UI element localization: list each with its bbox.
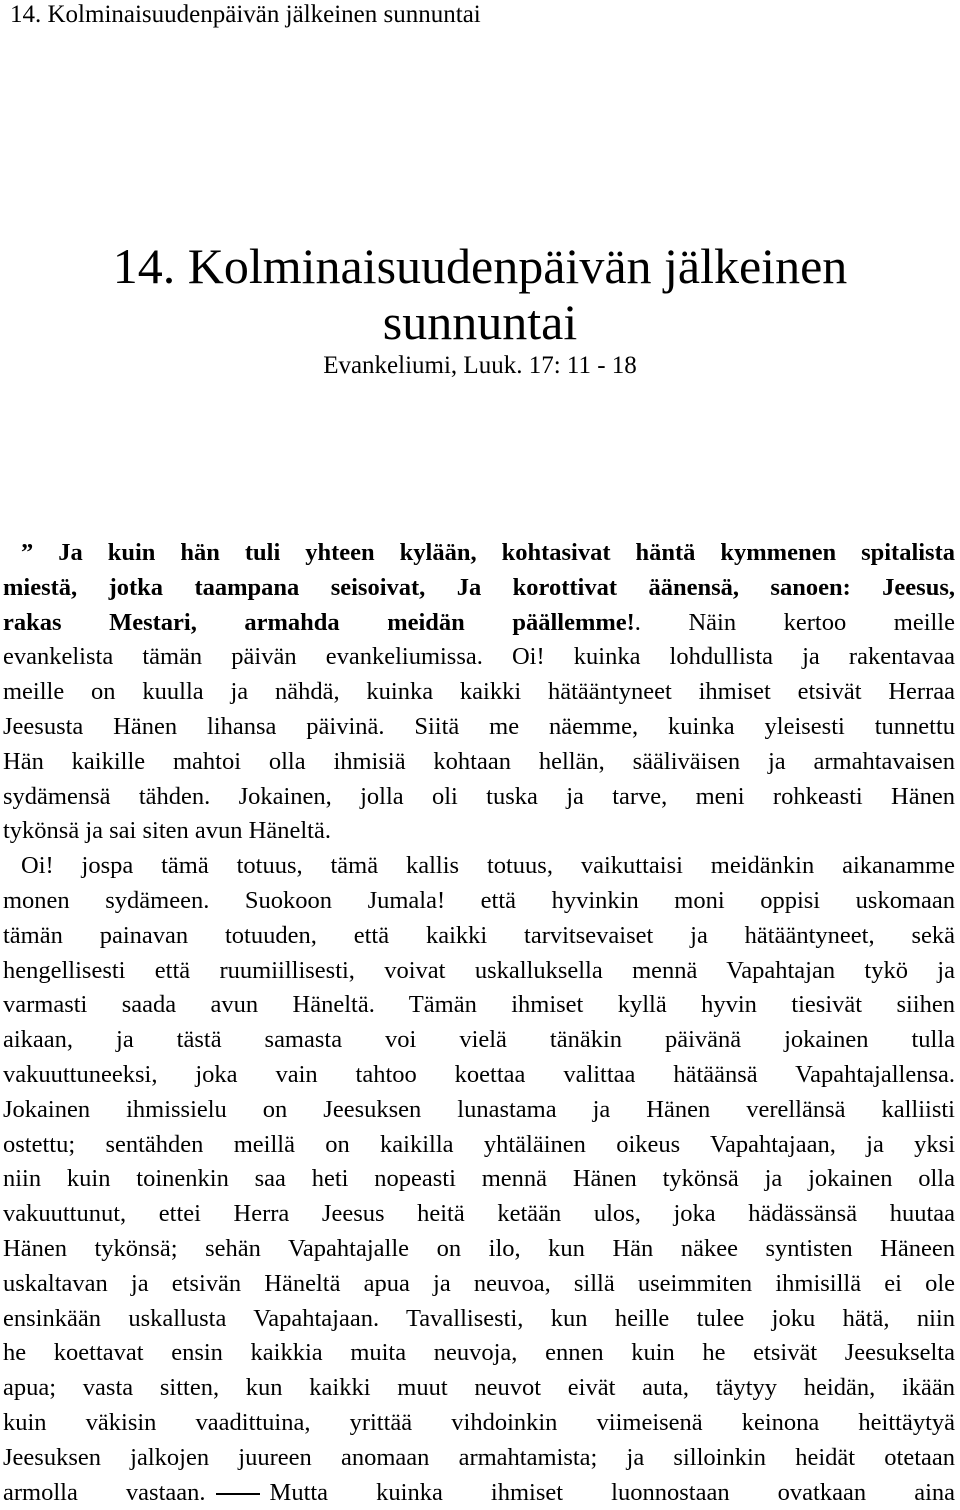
text-line: meille on kuulla ja nähdä, kuinka kaikki hätääntyneet ihmiset etsivät Herraa — [3, 678, 955, 706]
text-line: Jeesusta Hänen lihansa päivinä. Siitä me näemme, kuinka yleisesti tunnettu — [3, 712, 955, 740]
text-line: hengellisesti että ruumiillisesti, voivat uskalluksella mennä Vapahtajan tykö ja — [3, 956, 955, 984]
text-line: ensinkään uskallusta Vapahtajaan. Tavallisesti, kun heille tulee joku hätä, niin — [3, 1304, 955, 1332]
text-line: Jokainen ihmissielu on Jeesuksen lunastama ja Hänen verellänsä kalliisti — [3, 1095, 955, 1123]
quote-end: rakas Mestari, armahda meidän päällemme! — [3, 608, 635, 636]
text-line: Hän kaikille mahtoi olla ihmisiä kohtaan hellän, sääliväisen ja armahtavaisen — [3, 747, 955, 775]
text-line: monen sydämeen. Suokoon Jumala! että hyvinkin moni oppisi uskomaan — [3, 886, 955, 914]
chapter-title-block — [0, 238, 960, 382]
text-line: Hänen tykönsä; sehän Vapahtajalle on ilo, kun Hän näkee syntisten Häneen — [3, 1234, 955, 1262]
text-line: tykönsä ja sai siten avun Häneltä. — [3, 817, 331, 845]
text-line: he koettavat ensin kaikkia muita neuvoja, ennen kuin he etsivät Jeesukselta — [3, 1339, 955, 1367]
text-line: apua; vasta sitten, kun kaikki muut neuvot eivät auta, täytyy heidän, ikään — [3, 1374, 955, 1402]
text-line: armolla vastaan. Mutta kuinka ihmiset luonnostaan ovatkaan aina — [3, 1478, 955, 1506]
text-line: evankelista tämän päivän evankeliumissa. Oi! kuinka lohdullista ja rakentavaa — [3, 643, 955, 671]
text-line: Oi! jospa tämä totuus, tämä kallis totuus, vaikuttaisi meidänkin aikanamme — [21, 852, 955, 880]
chapter-title-line-2: sunnuntai — [382, 294, 578, 350]
text-line: miestä, jotka taampana seisoivat, Ja korottivat äänensä, sanoen: Jeesus, — [3, 573, 955, 601]
text-line: sydämensä tähden. Jokainen, jolla oli tuska ja tarve, meni rohkeasti Hänen — [3, 782, 955, 810]
chapter-title-line-1: 14. Kolminaisuudenpäivän jälkeinen — [112, 238, 848, 294]
text-line: uskaltavan ja etsivän Häneltä apua ja neuvoa, sillä useimmiten ihmisillä ei ole — [3, 1269, 955, 1297]
text-line: kuin väkisin vaadittuina, yrittää vihdoinkin viimeisenä keinona heittäytyä — [3, 1408, 955, 1436]
text-line: ” Ja kuin hän tuli yhteen kylään, kohtasivat häntä kymmenen spitalista — [21, 539, 955, 566]
text-line: niin kuin toinenkin saa heti nopeasti mennä Hänen tykönsä ja jokainen olla — [3, 1165, 955, 1193]
body-text — [3, 536, 955, 1510]
text-line: Jeesuksen jalkojen juureen anomaan armahtamista; ja silloinkin heidät otetaan — [3, 1443, 955, 1471]
em-dash-rule — [216, 1493, 260, 1495]
scripture-reference: Evankeliumi, Luuk. 17: 11 - 18 — [323, 352, 637, 379]
text-line: varmasti saada avun Häneltä. Tämän ihmiset kyllä hyvin tiesivät siihen — [3, 991, 955, 1019]
text-line: ostettu; sentähden meillä on kaikilla yhtäläinen oikeus Vapahtajaan, ja yksi — [3, 1130, 955, 1158]
text-line: vakuuttunut, ettei Herra Jeesus heitä ketään ulos, joka hädässänsä huutaa — [3, 1200, 955, 1228]
text-line: rakas Mestari, armahda meidän päällemme!. Näin kertoo meille — [3, 608, 955, 636]
running-header: 14. Kolminaisuudenpäivän jälkeinen sunnuntai — [10, 1, 481, 28]
text-line: aikaan, ja tästä samasta voi vielä tänäkin päivänä jokainen tulla — [3, 1026, 955, 1054]
text-line: tämän painavan totuuden, että kaikki tarvitsevaiset ja hätääntyneet, sekä — [3, 921, 955, 949]
text-line: vakuuttuneeksi, joka vain tahtoo koettaa valittaa hätäänsä Vapahtajallensa. — [3, 1060, 955, 1088]
